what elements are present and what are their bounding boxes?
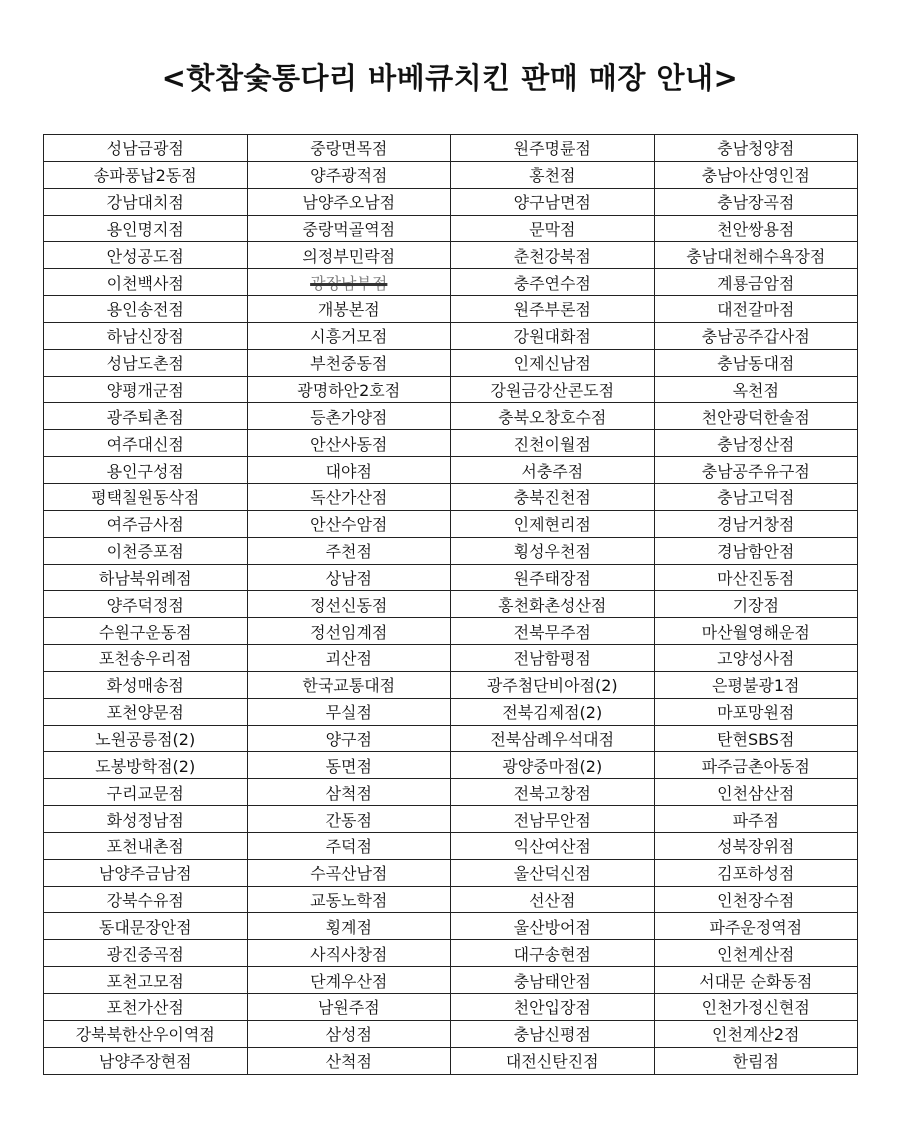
table-row (44, 510, 858, 537)
store-cell: 울산방어점 (451, 913, 655, 940)
store-cell: 정선신동점 (247, 591, 451, 618)
store-cell: 전북김제점(2) (451, 698, 655, 725)
table-row (44, 671, 858, 698)
store-cell: 중랑먹골역점 (247, 215, 451, 242)
store-cell: 인천장수점 (654, 886, 858, 913)
store-cell: 충남태안점 (451, 967, 655, 994)
store-cell: 괴산점 (247, 645, 451, 672)
store-cell: 주덕점 (247, 832, 451, 859)
store-cell: 충북오창호수점 (451, 403, 655, 430)
store-cell: 교동노학점 (247, 886, 451, 913)
store-cell: 광주퇴촌점 (44, 403, 248, 430)
table-row (44, 376, 858, 403)
table-row (44, 215, 858, 242)
store-cell: 익산여산점 (451, 832, 655, 859)
store-cell: 이천증포점 (44, 537, 248, 564)
store-cell: 남양주오남점 (247, 188, 451, 215)
store-table (43, 134, 858, 1075)
store-cell: 동대문장안점 (44, 913, 248, 940)
store-cell: 마산진동점 (654, 564, 858, 591)
store-cell: 선산점 (451, 886, 655, 913)
store-cell: 충남동대점 (654, 349, 858, 376)
store-cell: 대야점 (247, 457, 451, 484)
store-cell: 인천계산2점 (654, 1020, 858, 1047)
store-cell: 홍천점 (451, 161, 655, 188)
store-cell: 파주운정역점 (654, 913, 858, 940)
store-cell: 강원금강산콘도점 (451, 376, 655, 403)
store-cell: 횡계점 (247, 913, 451, 940)
store-cell: 동면점 (247, 752, 451, 779)
store-cell: 남원주점 (247, 994, 451, 1021)
store-cell: 울산덕신점 (451, 859, 655, 886)
store-cell: 화성매송점 (44, 671, 248, 698)
table-row (44, 537, 858, 564)
store-cell: 원주태장점 (451, 564, 655, 591)
table-row (44, 645, 858, 672)
store-cell: 성남금광점 (44, 135, 248, 162)
store-cell: 용인명지점 (44, 215, 248, 242)
store-cell: 전남무안점 (451, 806, 655, 833)
store-cell: 안산사동점 (247, 430, 451, 457)
table-row (44, 161, 858, 188)
store-cell: 충주연수점 (451, 269, 655, 296)
store-cell: 천안쌍용점 (654, 215, 858, 242)
store-cell: 중랑면목점 (247, 135, 451, 162)
store-cell: 홍천화촌성산점 (451, 591, 655, 618)
store-cell: 전북무주점 (451, 618, 655, 645)
store-cell: 충남공주갑사점 (654, 322, 858, 349)
store-cell: 원주명륜점 (451, 135, 655, 162)
store-cell: 횡성우천점 (451, 537, 655, 564)
store-cell: 포천고모점 (44, 967, 248, 994)
store-cell: 원주부론점 (451, 296, 655, 323)
store-cell: 인제현리점 (451, 510, 655, 537)
table-row (44, 349, 858, 376)
store-cell: 등촌가양점 (247, 403, 451, 430)
store-cell: 고양성사점 (654, 645, 858, 672)
store-cell: 안산수암점 (247, 510, 451, 537)
store-cell: 주천점 (247, 537, 451, 564)
store-cell: 독산가산점 (247, 483, 451, 510)
store-cell: 간동점 (247, 806, 451, 833)
store-cell: 충남아산영인점 (654, 161, 858, 188)
store-cell: 광진중곡점 (44, 940, 248, 967)
store-cell: 구리교문점 (44, 779, 248, 806)
store-cell: 대구송현점 (451, 940, 655, 967)
store-cell: 충남청양점 (654, 135, 858, 162)
store-cell: 하남북위례점 (44, 564, 248, 591)
store-cell: 여주금사점 (44, 510, 248, 537)
store-cell: 상남점 (247, 564, 451, 591)
store-cell: 양구남면점 (451, 188, 655, 215)
store-cell: 인천삼산점 (654, 779, 858, 806)
store-cell: 천안입장점 (451, 994, 655, 1021)
store-cell: 남양주금남점 (44, 859, 248, 886)
table-row (44, 322, 858, 349)
store-cell: 한국교통대점 (247, 671, 451, 698)
page-title: <핫참숯통다리 바베큐치킨 판매 매장 안내> (161, 61, 739, 95)
store-cell: 무실점 (247, 698, 451, 725)
store-cell: 충남신평점 (451, 1020, 655, 1047)
table-row (44, 618, 858, 645)
store-cell: 인제신남점 (451, 349, 655, 376)
store-cell: 춘천강북점 (451, 242, 655, 269)
store-cell: 강남대치점 (44, 188, 248, 215)
store-cell: 시흥거모점 (247, 322, 451, 349)
store-cell: 한림점 (654, 1047, 858, 1074)
table-row (44, 886, 858, 913)
store-cell: 사직사창점 (247, 940, 451, 967)
table-row (44, 994, 858, 1021)
store-cell: 용인구성점 (44, 457, 248, 484)
store-cell: 삼척점 (247, 779, 451, 806)
store-cell: 광주첨단비아점(2) (451, 671, 655, 698)
store-cell: 성북장위점 (654, 832, 858, 859)
store-cell: 대전갈마점 (654, 296, 858, 323)
store-cell: 진천이월점 (451, 430, 655, 457)
store-cell: 양구점 (247, 725, 451, 752)
store-cell: 충남장곡점 (654, 188, 858, 215)
table-row (44, 859, 858, 886)
store-cell: 의정부민락점 (247, 242, 451, 269)
store-cell: 안성공도점 (44, 242, 248, 269)
store-cell: 남양주장현점 (44, 1047, 248, 1074)
store-cell: 김포하성점 (654, 859, 858, 886)
store-cell: 수원구운동점 (44, 618, 248, 645)
store-cell: 강북수유점 (44, 886, 248, 913)
store-cell: 충남대천해수욕장점 (654, 242, 858, 269)
store-cell: 강북북한산우이역점 (44, 1020, 248, 1047)
table-row (44, 403, 858, 430)
table-row (44, 457, 858, 484)
store-cell: 충남고덕점 (654, 483, 858, 510)
store-cell: 광양중마점(2) (451, 752, 655, 779)
table-row (44, 940, 858, 967)
table-row (44, 296, 858, 323)
store-cell: 대전신탄진점 (451, 1047, 655, 1074)
store-cell: 용인송전점 (44, 296, 248, 323)
store-cell: 포천가산점 (44, 994, 248, 1021)
store-cell: 하남신장점 (44, 322, 248, 349)
store-cell: 단계우산점 (247, 967, 451, 994)
store-cell: 마산월영해운점 (654, 618, 858, 645)
store-cell: 수곡산남점 (247, 859, 451, 886)
store-cell: 강원대화점 (451, 322, 655, 349)
store-cell: 양주광적점 (247, 161, 451, 188)
table-row (44, 752, 858, 779)
store-cell: 경남함안점 (654, 537, 858, 564)
table-row (44, 698, 858, 725)
table-row (44, 832, 858, 859)
table-row (44, 806, 858, 833)
table-row (44, 188, 858, 215)
store-cell: 경남거창점 (654, 510, 858, 537)
store-cell: 전남함평점 (451, 645, 655, 672)
table-row (44, 1020, 858, 1047)
store-cell: 도봉방학점(2) (44, 752, 248, 779)
store-cell: 전북삼례우석대점 (451, 725, 655, 752)
store-cell: 인천가정신현점 (654, 994, 858, 1021)
store-cell: 충북진천점 (451, 483, 655, 510)
table-row (44, 779, 858, 806)
table-row (44, 483, 858, 510)
table-row (44, 269, 858, 296)
store-cell: 탄현SBS점 (654, 725, 858, 752)
store-cell: 여주대신점 (44, 430, 248, 457)
store-cell: 포천내촌점 (44, 832, 248, 859)
table-row (44, 913, 858, 940)
store-cell: 은평불광1점 (654, 671, 858, 698)
store-cell: 송파풍납2동점 (44, 161, 248, 188)
table-row (44, 591, 858, 618)
table-row (44, 564, 858, 591)
store-cell: 양평개군점 (44, 376, 248, 403)
store-cell: 파주점 (654, 806, 858, 833)
table-row (44, 967, 858, 994)
store-cell: 문막점 (451, 215, 655, 242)
store-cell: 이천백사점 (44, 269, 248, 296)
table-row (44, 135, 858, 162)
store-table-body (44, 135, 858, 1075)
store-cell: 노원공릉점(2) (44, 725, 248, 752)
table-row (44, 242, 858, 269)
table-row (44, 725, 858, 752)
store-cell: 개봉본점 (247, 296, 451, 323)
store-cell: 삼성점 (247, 1020, 451, 1047)
table-row (44, 1047, 858, 1074)
store-cell: 광장남부점 (247, 269, 451, 296)
store-cell: 평택칠원동삭점 (44, 483, 248, 510)
store-cell: 정선임계점 (247, 618, 451, 645)
store-cell: 성남도촌점 (44, 349, 248, 376)
store-cell: 파주금촌아동점 (654, 752, 858, 779)
store-cell: 부천중동점 (247, 349, 451, 376)
store-cell: 인천계산점 (654, 940, 858, 967)
store-cell: 계룡금암점 (654, 269, 858, 296)
store-cell: 화성정남점 (44, 806, 248, 833)
table-row (44, 430, 858, 457)
store-cell: 충남정산점 (654, 430, 858, 457)
store-cell: 천안광덕한솔점 (654, 403, 858, 430)
store-cell: 옥천점 (654, 376, 858, 403)
store-cell: 서충주점 (451, 457, 655, 484)
store-cell: 광명하안2호점 (247, 376, 451, 403)
store-cell: 양주덕정점 (44, 591, 248, 618)
store-cell: 서대문 순화동점 (654, 967, 858, 994)
store-cell: 전북고창점 (451, 779, 655, 806)
store-cell: 충남공주유구점 (654, 457, 858, 484)
store-cell: 기장점 (654, 591, 858, 618)
store-cell: 포천송우리점 (44, 645, 248, 672)
store-cell: 포천양문점 (44, 698, 248, 725)
store-cell: 마포망원점 (654, 698, 858, 725)
store-cell: 산척점 (247, 1047, 451, 1074)
